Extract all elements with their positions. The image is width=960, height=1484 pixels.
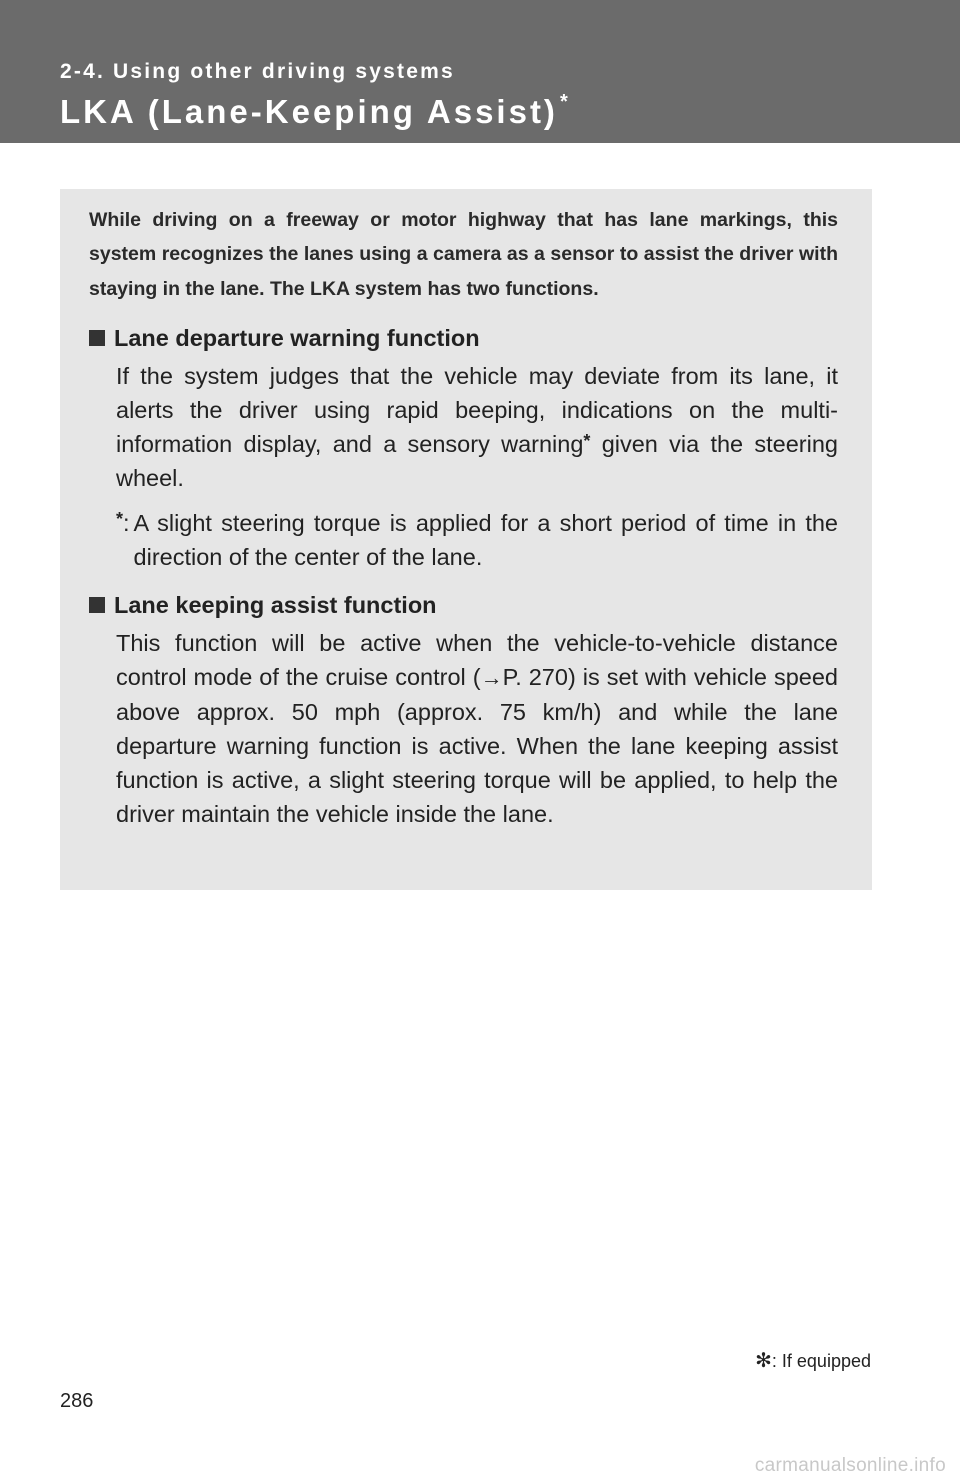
body-text-continued: given via the steering wheel.	[116, 430, 838, 491]
footnote-text: A slight steering torque is applied for a short period of time in the direction of the center of the lane.	[133, 509, 838, 570]
item-body-lane-keeping	[116, 626, 838, 831]
title-asterisk: *	[559, 91, 568, 113]
footnote-marker	[116, 506, 130, 574]
section-label: 2-4. Using other driving systems	[60, 60, 455, 83]
item-body-lane-departure	[116, 359, 838, 495]
page-reference-link[interactable]: P. 270	[502, 663, 568, 690]
body-text: If the system judges that the vehicle may deviate from its lane, it alerts the driver using rapid beeping, indications on the multi-information display, and a sensory warning	[116, 362, 838, 457]
page-number: 286	[60, 1390, 94, 1412]
asterisk-icon: ✻	[755, 1350, 772, 1372]
footnote	[116, 506, 838, 574]
footnote-asterisk: *	[116, 508, 124, 529]
square-bullet-icon	[89, 330, 105, 346]
page-title	[60, 93, 568, 131]
body-text-continued: ) is set with vehicle speed above approx. 50 mph (approx. 75 km/h) and while the lane departure warning function is active. When the lane keeping assist function is active, a slight steering torque will be applied, to help the driver maintain the vehicle inside the lane.	[116, 663, 838, 827]
arrow-right-icon: →	[480, 664, 503, 690]
page-title-text: LKA (Lane-Keeping Assist)	[60, 93, 558, 130]
footnote-ref-asterisk: *	[583, 430, 591, 451]
square-bullet-icon	[89, 597, 105, 613]
body-text: This function will be active when the vehicle-to-vehicle distance control mode of the cruise control (	[116, 629, 838, 690]
item-heading-text: Lane departure warning function	[114, 324, 480, 351]
equipment-note-text: : If equipped	[771, 1351, 871, 1371]
watermark: carmanualsonline.info	[754, 1455, 946, 1476]
item-heading-lane-departure	[89, 321, 838, 355]
footnote-colon: :	[123, 509, 130, 536]
item-heading-text: Lane keeping assist function	[114, 591, 437, 618]
intro-text: While driving on a freeway or motor highway that has lane markings, this system recognizes the lanes using a camera as a sensor to assist the driver with staying in the lane. The LKA system has two functions.	[89, 209, 838, 300]
item-heading-lane-keeping	[89, 588, 838, 622]
info-box	[60, 189, 872, 890]
equipment-note	[755, 1348, 871, 1373]
